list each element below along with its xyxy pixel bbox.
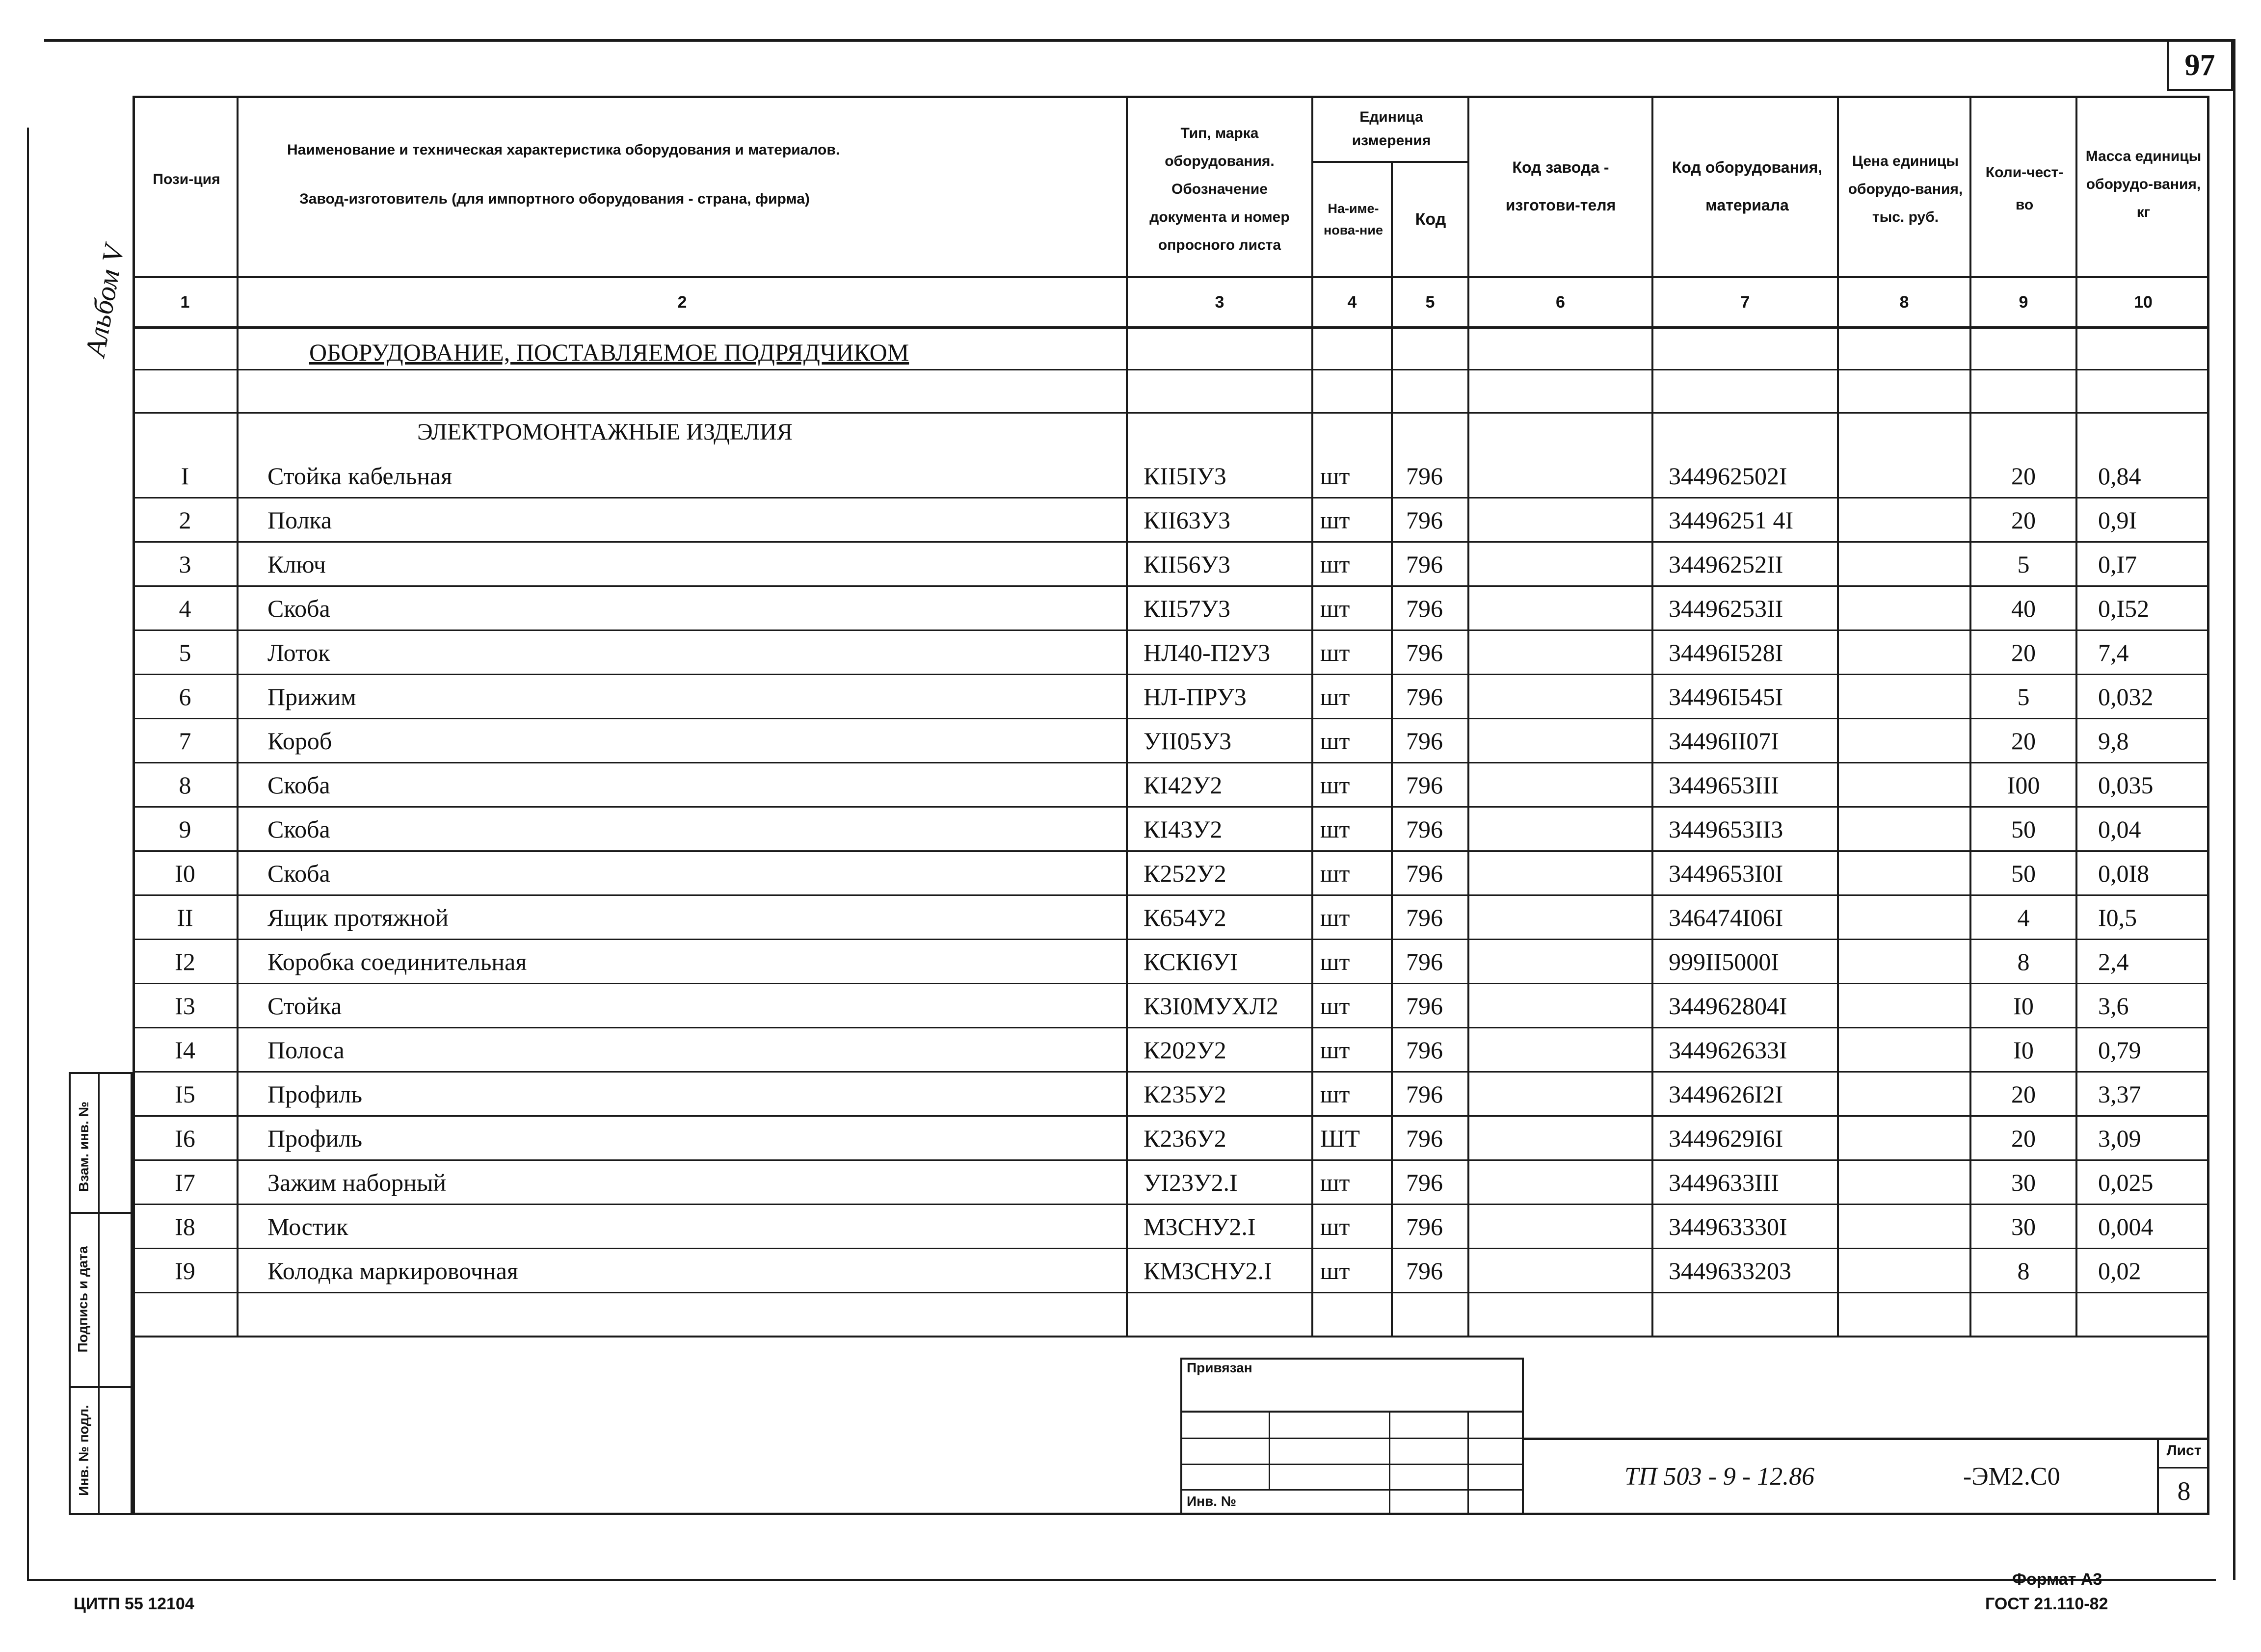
row-name: Профиль xyxy=(267,1125,363,1152)
footer-left: ЦИТП 55 12104 xyxy=(74,1595,194,1613)
right-frame-line xyxy=(2233,39,2235,1580)
row-material-code: 999II5000I xyxy=(1669,948,1779,975)
row-material-code: 344962804I xyxy=(1669,992,1787,1020)
row-mass: 3,6 xyxy=(2098,992,2129,1020)
row-unit-code: 796 xyxy=(1406,462,1443,490)
row-mass: 0,84 xyxy=(2098,462,2141,490)
row-mass: 7,4 xyxy=(2098,639,2129,666)
row-type: КМ3СНУ2.I xyxy=(1144,1257,1272,1285)
row-name: Ящик протяжной xyxy=(267,904,449,931)
row-name: Прижим xyxy=(267,683,356,710)
row-unit: шт xyxy=(1320,1257,1350,1285)
sheet-label: Лист xyxy=(2166,1442,2202,1459)
row-unit: шт xyxy=(1320,1169,1350,1196)
row-name: Скоба xyxy=(267,595,330,622)
row-type: К654У2 xyxy=(1144,904,1226,931)
header-factory-code: Код завода - изготови-теля xyxy=(1505,158,1616,214)
row-material-code: 3449626I2I xyxy=(1669,1080,1783,1108)
row-type: К252У2 xyxy=(1144,860,1226,887)
row-name: Колодка маркировочная xyxy=(267,1257,518,1285)
row-unit: шт xyxy=(1320,948,1350,975)
row-name: Стойка кабельная xyxy=(267,462,452,490)
unit-group-divider xyxy=(1311,161,1468,163)
row-unit: шт xyxy=(1320,462,1350,490)
row-name: Лоток xyxy=(267,639,330,666)
privyazan-line-2 xyxy=(1180,1438,1524,1439)
row-unit-code: 796 xyxy=(1406,1257,1443,1285)
colnum-5: 5 xyxy=(1425,292,1435,312)
row-unit: шт xyxy=(1320,551,1350,578)
inv-no-label: Инв. № xyxy=(1187,1494,1237,1509)
side-label-vzam: Взам. инв. № xyxy=(76,1101,91,1192)
row-position: I8 xyxy=(175,1213,195,1240)
row-quantity: 40 xyxy=(2011,595,2036,622)
row-name: Скоба xyxy=(267,860,330,887)
row-mass: 0,9I xyxy=(2098,506,2137,534)
row-unit: шт xyxy=(1320,904,1350,931)
row-unit-code: 796 xyxy=(1406,1036,1443,1064)
row-name: Коробка соединительная xyxy=(267,948,527,975)
row-quantity: 30 xyxy=(2011,1169,2036,1196)
row-mass: 3,09 xyxy=(2098,1125,2141,1152)
row-unit: шт xyxy=(1320,992,1350,1020)
row-mass: 0,04 xyxy=(2098,815,2141,843)
colnum-7: 7 xyxy=(1740,292,1750,312)
header-name-line1: Наименование и техническая характеристика оборудования и материалов. xyxy=(287,141,840,158)
row-name: Ключ xyxy=(267,551,326,578)
footer-format: Формат А3 xyxy=(2012,1570,2102,1589)
row-mass: 0,032 xyxy=(2098,683,2154,710)
row-position: I2 xyxy=(175,948,195,975)
row-unit-code: 796 xyxy=(1406,1213,1443,1240)
privyazan-vline-3 xyxy=(1467,1411,1469,1515)
row-quantity: 8 xyxy=(2017,1257,2030,1285)
row-quantity: I00 xyxy=(2007,771,2040,799)
row-unit: шт xyxy=(1320,1080,1350,1108)
row-unit: шт xyxy=(1320,639,1350,666)
header-quantity: Коли-чест-во xyxy=(1985,164,2064,213)
row-quantity: 20 xyxy=(2011,1080,2036,1108)
colnum-8: 8 xyxy=(1899,292,1909,312)
row-unit-code: 796 xyxy=(1406,992,1443,1020)
row-type: К202У2 xyxy=(1144,1036,1226,1064)
colnum-4: 4 xyxy=(1347,292,1357,312)
bottom-frame-line xyxy=(27,1579,2216,1581)
row-unit-code: 796 xyxy=(1406,1080,1443,1108)
row-unit-code: 796 xyxy=(1406,506,1443,534)
row-unit-code: 796 xyxy=(1406,639,1443,666)
row-position: 3 xyxy=(179,551,191,578)
row-material-code: 3449653II3 xyxy=(1669,815,1783,843)
row-quantity: 30 xyxy=(2011,1213,2036,1240)
row-unit-code: 796 xyxy=(1406,860,1443,887)
row-mass: 0,0I8 xyxy=(2098,860,2150,887)
doc-code-right: -ЭМ2.С0 xyxy=(1963,1463,2060,1491)
row-position: 5 xyxy=(179,639,191,666)
section-title: ОБОРУДОВАНИЕ, ПОСТАВЛЯЕМОЕ ПОДРЯДЧИКОМ xyxy=(309,338,909,366)
row-type: К236У2 xyxy=(1144,1125,1226,1152)
row-unit: ШТ xyxy=(1320,1125,1360,1152)
row-unit-code: 796 xyxy=(1406,1125,1443,1152)
footer-gost: ГОСТ 21.110-82 xyxy=(1985,1595,2108,1613)
row-material-code: 3449633III xyxy=(1669,1169,1779,1196)
row-name: Короб xyxy=(267,727,332,755)
header-unit-code: Код xyxy=(1415,210,1446,229)
row-material-code: 34496I545I xyxy=(1669,683,1783,710)
row-type: КII57У3 xyxy=(1144,595,1231,622)
row-material-code: 346474I06I xyxy=(1669,904,1783,931)
sheet-number: 8 xyxy=(2177,1476,2191,1506)
row-name: Полка xyxy=(267,506,332,534)
header-mass: Масса единицы оборудо-вания, кг xyxy=(2085,148,2202,220)
privyazan-line-1 xyxy=(1180,1411,1524,1413)
row-type: УII05У3 xyxy=(1144,727,1232,755)
colnum-6: 6 xyxy=(1556,292,1565,312)
row-position: II xyxy=(177,904,193,931)
sheet-box-divider xyxy=(2157,1467,2209,1468)
row-position: I9 xyxy=(175,1257,195,1285)
row-material-code: 3449653I0I xyxy=(1669,860,1783,887)
colnum-9: 9 xyxy=(2019,292,2028,312)
row-position: I7 xyxy=(175,1169,195,1196)
title-block-top xyxy=(1524,1438,2209,1440)
row-material-code: 3449653III xyxy=(1669,771,1779,799)
side-label-podpis: Подпись и дата xyxy=(75,1246,90,1353)
row-position: 7 xyxy=(179,727,191,755)
row-type: КI42У2 xyxy=(1144,771,1223,799)
row-mass: 0,I7 xyxy=(2098,551,2137,578)
row-mass: 0,I52 xyxy=(2098,595,2150,622)
row-quantity: 5 xyxy=(2017,551,2030,578)
row-unit-code: 796 xyxy=(1406,595,1443,622)
row-material-code: 3449629I6I xyxy=(1669,1125,1783,1152)
page-number: 97 xyxy=(2184,48,2215,82)
row-name: Профиль xyxy=(267,1080,363,1108)
row-mass: 0,02 xyxy=(2098,1257,2141,1285)
left-frame-line xyxy=(27,128,29,1580)
privyazan-box xyxy=(1180,1358,1524,1515)
side-label-inv-podl: Инв. № подл. xyxy=(76,1405,91,1496)
row-material-code: 34496II07I xyxy=(1669,727,1779,755)
row-position: I0 xyxy=(175,860,195,887)
row-mass: 3,37 xyxy=(2098,1080,2141,1108)
row-unit: шт xyxy=(1320,860,1350,887)
row-unit-code: 796 xyxy=(1406,815,1443,843)
doc-code-left: ТП 503 - 9 - 12.86 xyxy=(1624,1463,1815,1491)
row-unit-code: 796 xyxy=(1406,771,1443,799)
row-name: Мостик xyxy=(267,1213,348,1240)
side-strip-vline xyxy=(98,1072,100,1515)
row-type: М3СНУ2.I xyxy=(1144,1213,1256,1240)
row-quantity: 20 xyxy=(2011,639,2036,666)
row-type: КII5IУ3 xyxy=(1144,462,1226,490)
row-mass: I0,5 xyxy=(2098,904,2137,931)
colnum-10: 10 xyxy=(2134,292,2153,312)
row-quantity: 20 xyxy=(2011,506,2036,534)
album-label: Альбом V xyxy=(79,242,130,359)
row-position: 4 xyxy=(179,595,191,622)
row-unit: шт xyxy=(1320,727,1350,755)
subsection-title: ЭЛЕКТРОМОНТАЖНЫЕ ИЗДЕЛИЯ xyxy=(417,419,793,445)
row-quantity: 50 xyxy=(2011,860,2036,887)
row-name: Скоба xyxy=(267,771,330,799)
row-quantity: 20 xyxy=(2011,1125,2036,1152)
row-position: 2 xyxy=(179,506,191,534)
privyazan-vline-1 xyxy=(1269,1411,1270,1489)
header-unit-name: На-име-нова-ние xyxy=(1324,201,1383,237)
row-position: 8 xyxy=(179,771,191,799)
row-unit-code: 796 xyxy=(1406,948,1443,975)
row-unit: шт xyxy=(1320,506,1350,534)
row-position: 9 xyxy=(179,815,191,843)
row-unit: шт xyxy=(1320,683,1350,710)
row-material-code: 3449633203 xyxy=(1669,1257,1791,1285)
row-position: I3 xyxy=(175,992,195,1020)
header-unit-group: Единица измерения xyxy=(1352,108,1431,149)
row-position: I xyxy=(181,462,189,490)
row-mass: 2,4 xyxy=(2098,948,2129,975)
sheet-box-left xyxy=(2157,1438,2159,1515)
row-position: I5 xyxy=(175,1080,195,1108)
row-unit-code: 796 xyxy=(1406,727,1443,755)
row-name: Зажим наборный xyxy=(267,1169,447,1196)
row-type: К3I0МУХЛ2 xyxy=(1144,992,1278,1020)
header-name-line2: Завод-изготовитель (для импортного оборудования - страна, фирма) xyxy=(299,190,810,207)
row-type: УI23У2.I xyxy=(1144,1169,1238,1196)
row-position: I4 xyxy=(175,1036,195,1064)
row-unit-code: 796 xyxy=(1406,1169,1443,1196)
row-quantity: I0 xyxy=(2013,1036,2034,1064)
row-material-code: 34496251 4I xyxy=(1669,506,1794,534)
row-material-code: 344962502I xyxy=(1669,462,1787,490)
row-name: Стойка xyxy=(267,992,342,1020)
row-mass: 0,004 xyxy=(2098,1213,2154,1240)
row-quantity: 4 xyxy=(2017,904,2030,931)
row-unit: шт xyxy=(1320,771,1350,799)
row-material-code: 34496I528I xyxy=(1669,639,1783,666)
privyazan-line-3 xyxy=(1180,1464,1524,1465)
row-type: КII56У3 xyxy=(1144,551,1231,578)
colnum-1: 1 xyxy=(180,292,190,312)
row-mass: 9,8 xyxy=(2098,727,2129,755)
top-frame-line xyxy=(44,39,2233,42)
row-position: 6 xyxy=(179,683,191,710)
privyazan-label: Привязан xyxy=(1187,1360,1252,1375)
row-type: КСКI6УI xyxy=(1144,948,1238,975)
row-quantity: I0 xyxy=(2013,992,2034,1020)
row-type: КI43У2 xyxy=(1144,815,1223,843)
row-material-code: 344963330I xyxy=(1669,1213,1787,1240)
header-material-code: Код оборудования, материала xyxy=(1672,158,1823,214)
header-type: Тип, марка оборудования. Обозначение документа и номер опросного листа xyxy=(1149,125,1290,253)
row-quantity: 8 xyxy=(2017,948,2030,975)
row-type: НЛ-ПРУ3 xyxy=(1144,683,1247,710)
privyazan-vline-2 xyxy=(1389,1411,1390,1515)
row-quantity: 20 xyxy=(2011,462,2036,490)
row-unit-code: 796 xyxy=(1406,904,1443,931)
row-name: Скоба xyxy=(267,815,330,843)
row-unit: шт xyxy=(1320,1213,1350,1240)
row-type: КII63У3 xyxy=(1144,506,1231,534)
table-body-end-line xyxy=(133,1336,2209,1337)
row-unit: шт xyxy=(1320,595,1350,622)
row-type: К235У2 xyxy=(1144,1080,1226,1108)
row-quantity: 50 xyxy=(2011,815,2036,843)
row-unit: шт xyxy=(1320,815,1350,843)
header-position: Пози-ция xyxy=(153,171,220,187)
colnum-bottom-line xyxy=(133,326,2209,329)
row-unit-code: 796 xyxy=(1406,551,1443,578)
row-mass: 0,79 xyxy=(2098,1036,2141,1064)
row-name: Полоса xyxy=(267,1036,345,1064)
row-mass: 0,025 xyxy=(2098,1169,2154,1196)
colnum-2: 2 xyxy=(677,292,687,312)
row-material-code: 34496252II xyxy=(1669,551,1783,578)
row-unit: шт xyxy=(1320,1036,1350,1064)
row-mass: 0,035 xyxy=(2098,771,2154,799)
row-quantity: 5 xyxy=(2017,683,2030,710)
row-material-code: 34496253II xyxy=(1669,595,1783,622)
colnum-3: 3 xyxy=(1215,292,1224,312)
header-price: Цена единицы оборудо-вания, тыс. руб. xyxy=(1848,153,1963,225)
row-type: НЛ40-П2У3 xyxy=(1144,639,1271,666)
row-unit-code: 796 xyxy=(1406,683,1443,710)
privyazan-line-4 xyxy=(1180,1489,1524,1491)
row-position: I6 xyxy=(175,1125,195,1152)
row-quantity: 20 xyxy=(2011,727,2036,755)
row-material-code: 344962633I xyxy=(1669,1036,1787,1064)
